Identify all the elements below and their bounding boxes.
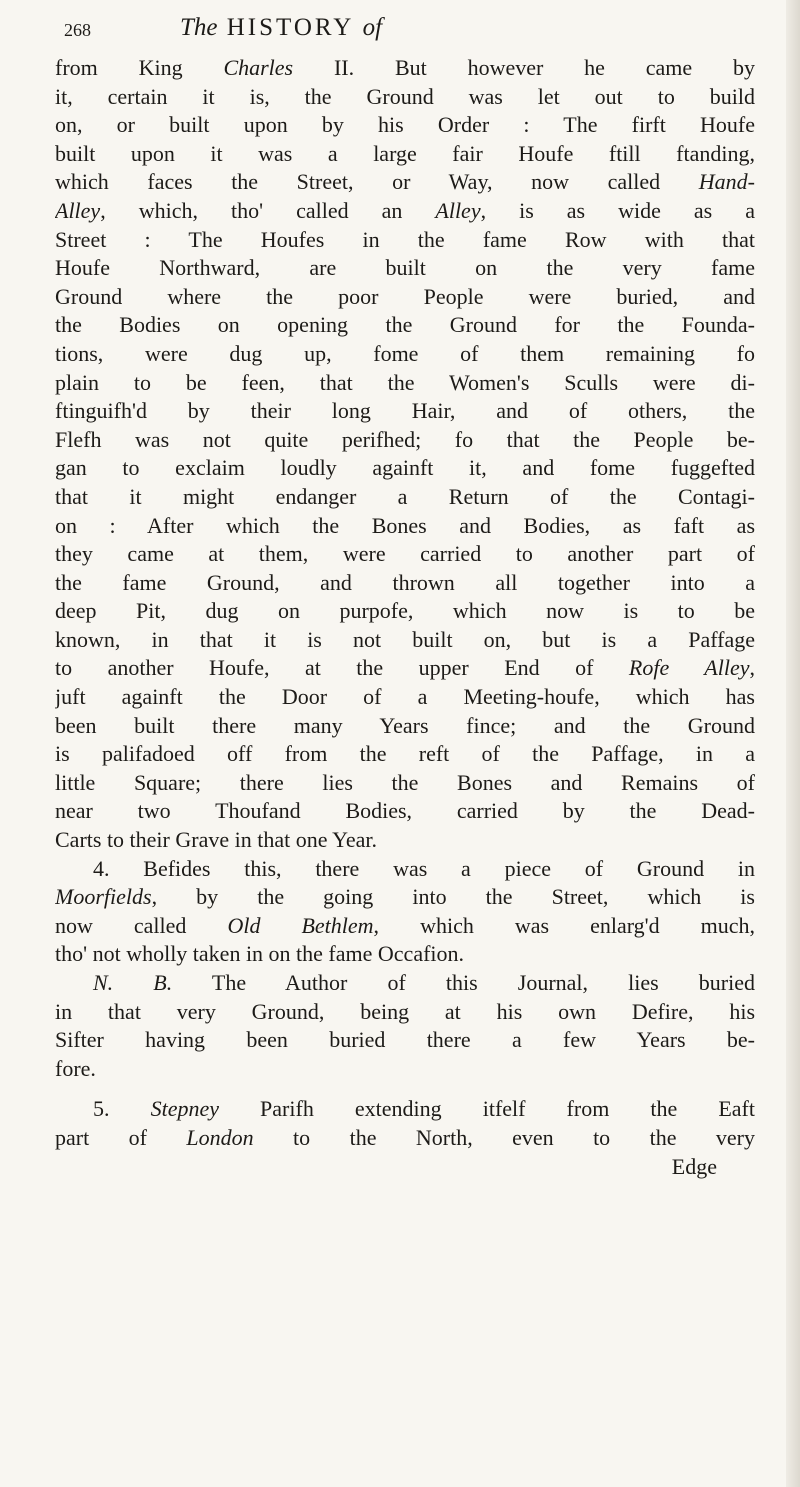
- running-head-the: The: [180, 14, 218, 41]
- text-line-38: part of London to the North, even to the very: [55, 1124, 755, 1150]
- text-line-30: Moorfields, by the going into the Street, which is: [55, 884, 755, 910]
- running-head-title: HISTORY: [226, 14, 354, 41]
- text-line-1: from King Charles II. But however he came by: [55, 55, 755, 80]
- text-line-5: which faces the Street, or Way, now called Hand-: [55, 169, 755, 195]
- text-line-29: 4. Befides this, there was a piece of Ground in: [93, 855, 755, 881]
- body-text: [55, 54, 755, 1181]
- text-line-10: the Bodies on opening the Ground for the Founda-: [55, 312, 755, 338]
- text-line-37: 5. Stepney Parifh extending itfelf from the Eaft: [93, 1096, 755, 1122]
- text-line-9: Ground where the poor People were buried, and: [55, 283, 755, 309]
- page-header: [64, 14, 754, 44]
- text-line-27: near two Thoufand Bodies, carried by the Dead-: [55, 798, 755, 824]
- text-line-32: tho' not wholly taken in on the fame Occafion.: [55, 941, 465, 967]
- running-head: [180, 14, 382, 42]
- text-line-11: tions, were dug up, fome of them remaining fo: [55, 340, 755, 366]
- text-line-34: in that very Ground, being at his own Defire, his: [55, 998, 755, 1024]
- text-line-25: is palifadoed off from the reft of the Paffage, in a: [55, 741, 755, 767]
- text-line-28: Carts to their Grave in that one Year.: [55, 827, 377, 853]
- text-line-12: plain to be feen, that the Women's Sculls were di-: [55, 369, 755, 395]
- text-line-2: it, certain it is, the Ground was let out to build: [55, 83, 755, 109]
- text-line-15: gan to exclaim loudly againft it, and fome fuggefted: [55, 455, 755, 481]
- text-line-7: Street : The Houfes in the fame Row with that: [55, 226, 755, 252]
- text-line-31: now called Old Bethlem, which was enlarg'd much,: [55, 912, 755, 938]
- text-line-19: the fame Ground, and thrown all together into a: [55, 569, 755, 595]
- text-line-23: juft againft the Door of a Meeting-houfe, which has: [55, 684, 755, 710]
- text-line-6: Alley, which, tho' called an Alley, is as wide as a: [55, 197, 755, 223]
- text-line-26: little Square; there lies the Bones and Remains of: [55, 769, 755, 795]
- running-head-of: of: [362, 14, 383, 41]
- text-line-14: Flefh was not quite perifhed; fo that the People be-: [55, 426, 755, 452]
- text-line-22: to another Houfe, at the upper End of Rofe Alley,: [55, 655, 755, 681]
- text-line-17: on : After which the Bones and Bodies, as faft as: [55, 512, 755, 538]
- text-line-21: known, in that it is not built on, but is a Paffage: [55, 626, 755, 652]
- catchword: Edge: [671, 1153, 717, 1179]
- page-number: 268: [64, 20, 91, 40]
- page-edge-shadow: [786, 0, 800, 1487]
- text-line-8: Houfe Northward, are built on the very fame: [55, 255, 755, 281]
- text-line-24: been built there many Years fince; and the Ground: [55, 712, 755, 738]
- text-line-20: deep Pit, dug on purpofe, which now is to be: [55, 598, 755, 624]
- text-line-36: fore.: [55, 1055, 96, 1081]
- text-line-18: they came at them, were carried to another part of: [55, 541, 755, 567]
- text-line-13: ftinguifh'd by their long Hair, and of others, the: [55, 398, 755, 424]
- text-line-33: N. B. The Author of this Journal, lies buried: [93, 970, 755, 995]
- text-line-16: that it might endanger a Return of the Contagi-: [55, 483, 755, 509]
- text-line-4: built upon it was a large fair Houfe ftill ftanding,: [55, 140, 755, 166]
- text-line-3: on, or built upon by his Order : The firft Houfe: [55, 112, 755, 138]
- paragraph-gap: [55, 1083, 755, 1095]
- text-line-35: Sifter having been buried there a few Years be-: [55, 1027, 755, 1053]
